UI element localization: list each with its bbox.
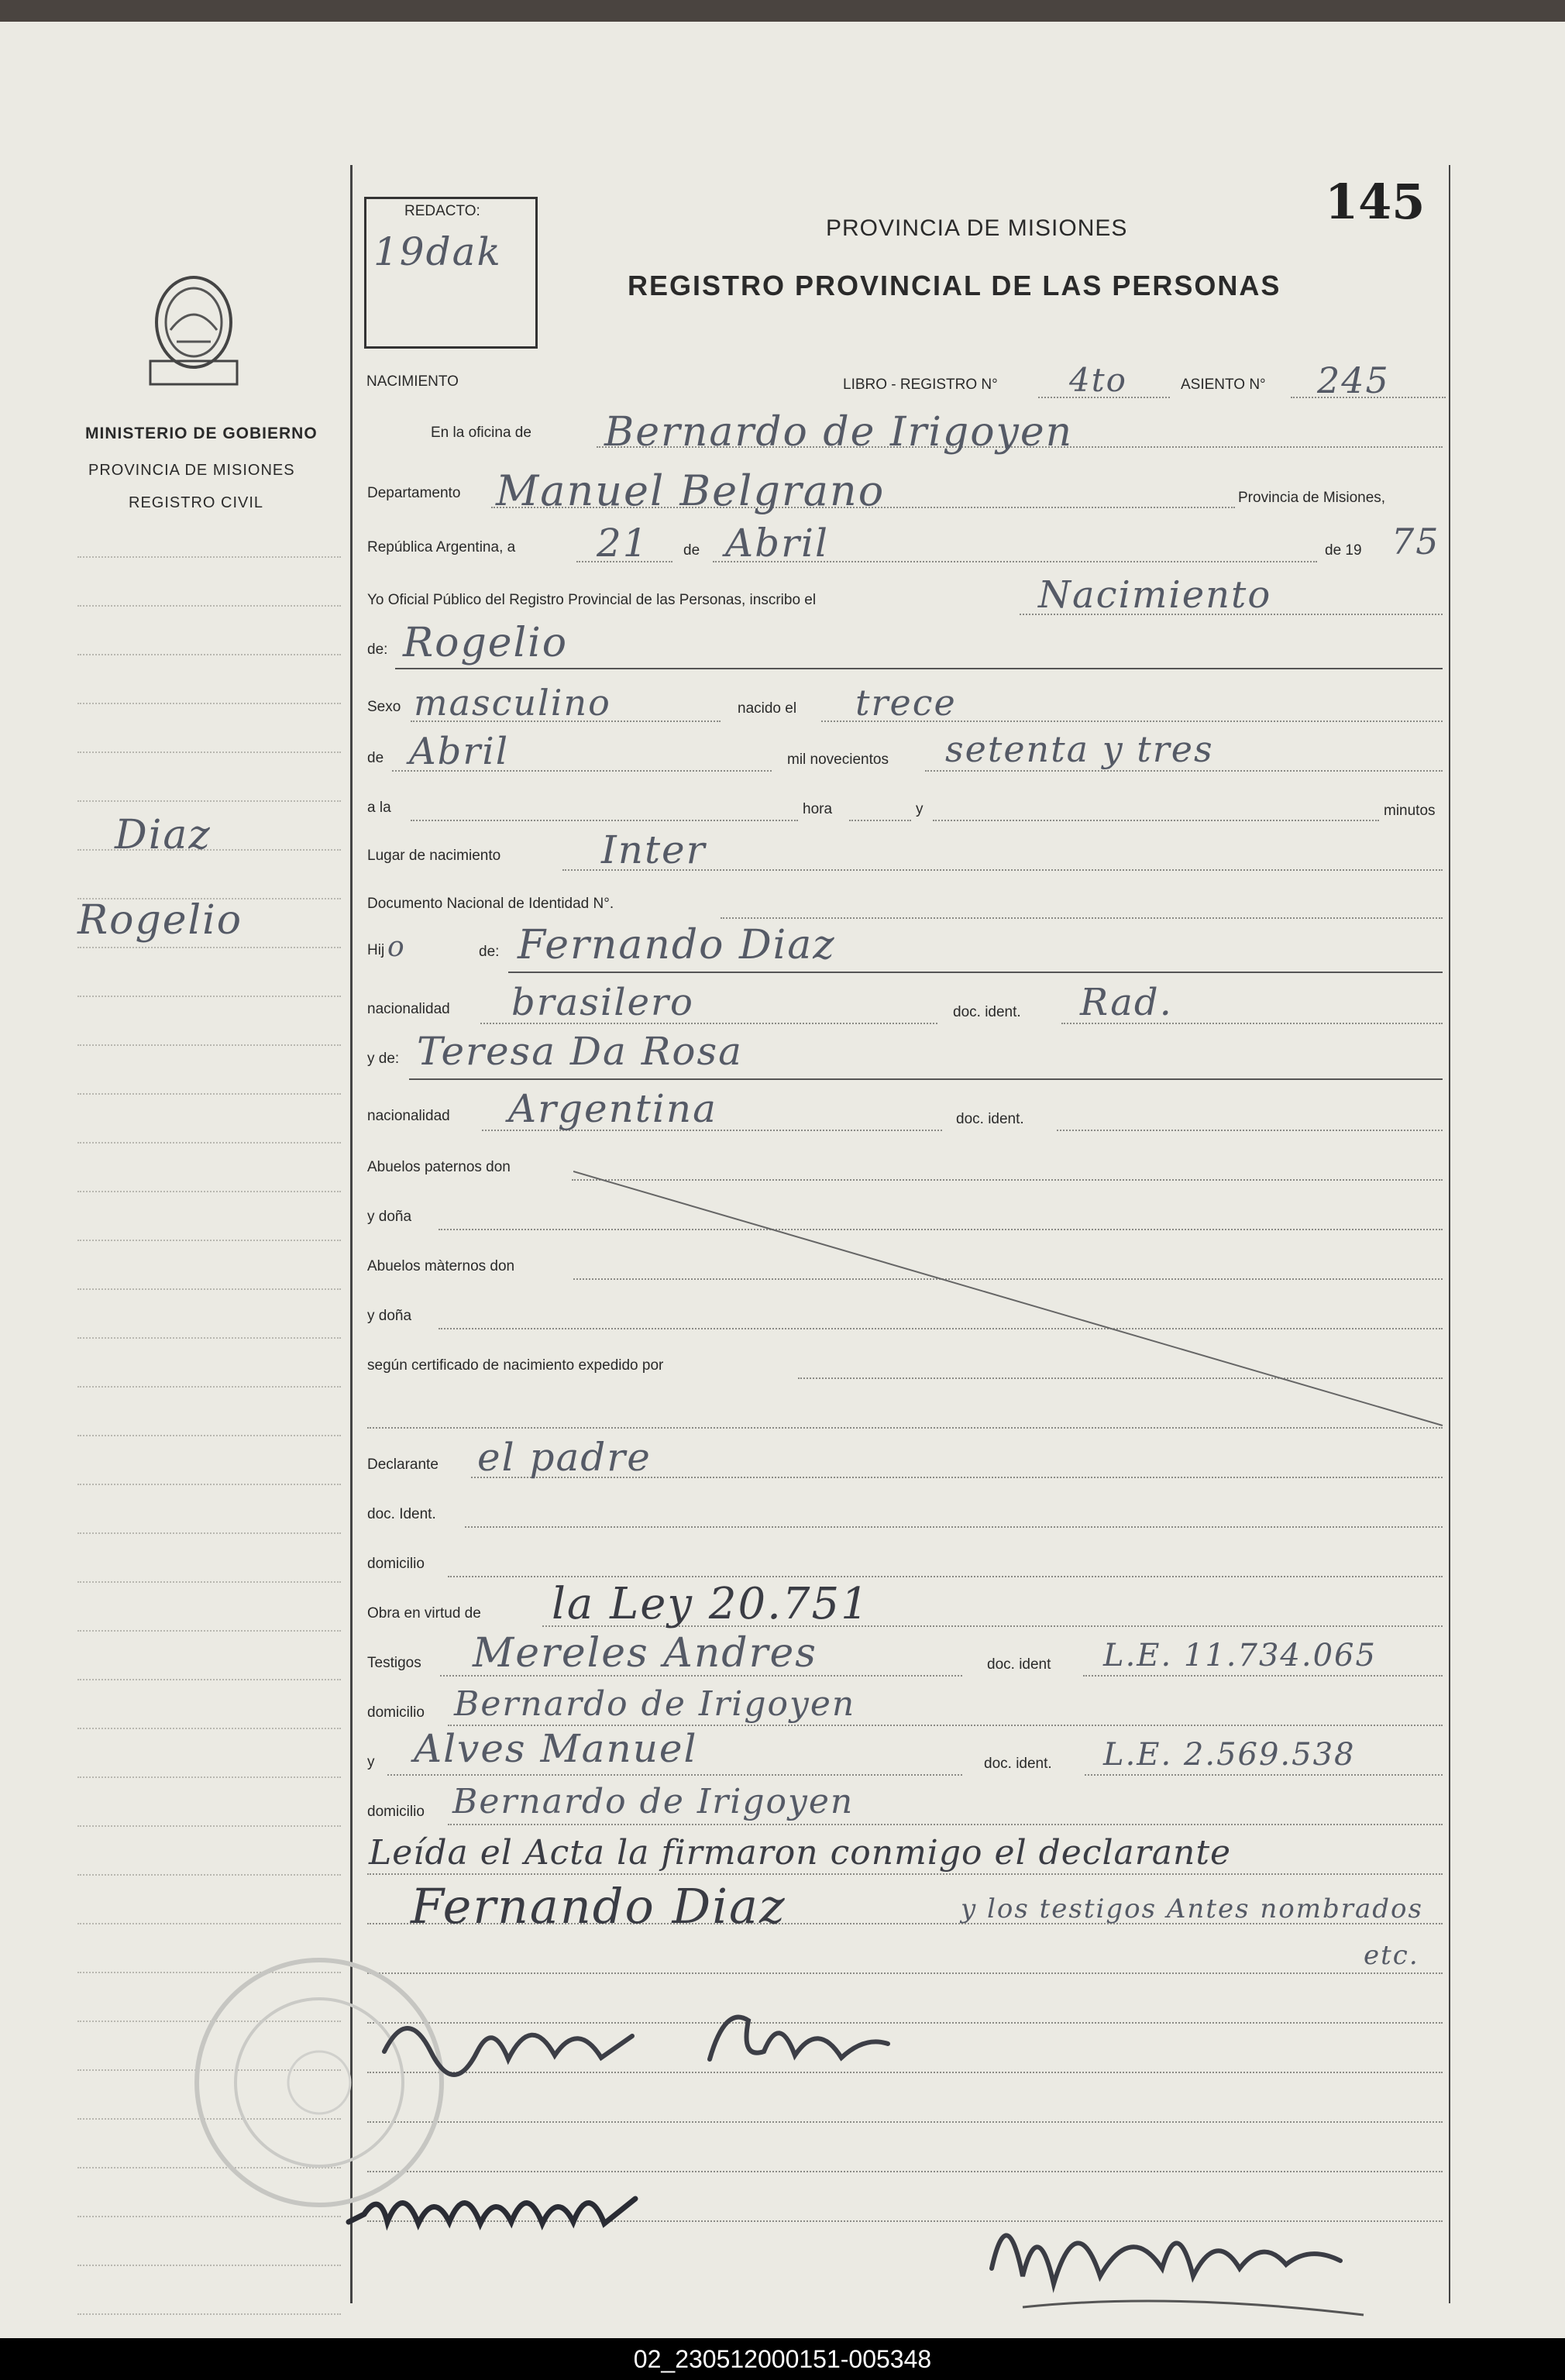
testigo2-value: Alves Manuel xyxy=(414,1726,698,1771)
margin-rule xyxy=(77,947,341,948)
minutos-dots xyxy=(933,820,1379,821)
margin-rule xyxy=(77,2313,341,2315)
doc1-label: doc. ident. xyxy=(953,1004,1021,1020)
de2-label: de: xyxy=(367,641,388,658)
margin-rule xyxy=(77,996,341,997)
margin-rule xyxy=(77,605,341,607)
domicilio2-value: Bernardo de Irigoyen xyxy=(454,1684,856,1724)
nac-mes-value: Abril xyxy=(409,730,510,773)
nacido-value: trece xyxy=(855,682,957,724)
sig-line-3 xyxy=(367,2121,1443,2123)
nac2-label: nacionalidad xyxy=(367,1108,450,1124)
libro-label: LIBRO - REGISTRO N° xyxy=(843,377,998,393)
type-label: NACIMIENTO xyxy=(366,373,459,390)
mil-label: mil novecientos xyxy=(787,751,889,768)
lugar-value: Inter xyxy=(601,827,707,872)
hora-label: hora xyxy=(803,801,833,817)
image-caption: 02_230512000151-005348 xyxy=(0,2338,1565,2380)
doc4-label: doc. ident. xyxy=(984,1756,1052,1772)
redacto-label: REDACTO: xyxy=(404,203,480,219)
redacto-value: 19dak xyxy=(373,229,502,274)
margin-rule xyxy=(77,751,341,753)
nombre-value: Rogelio xyxy=(403,620,569,666)
margin-rule xyxy=(77,1386,341,1388)
margin-rule xyxy=(77,1337,341,1339)
nac1-value: brasilero xyxy=(511,981,694,1024)
margin-rule xyxy=(77,1825,341,1827)
domicilio3-value: Bernardo de Irigoyen xyxy=(452,1782,855,1821)
document-page xyxy=(0,22,1565,2338)
domicilio1-label: domicilio xyxy=(367,1556,425,1572)
provincia-label: Provincia de Misiones, xyxy=(1238,490,1386,506)
libro-value: 4to xyxy=(1069,361,1127,399)
margin-surname: Diaz xyxy=(115,812,212,858)
margin-rule xyxy=(77,654,341,655)
ab-mat-label: Abuelos màternos don xyxy=(367,1258,515,1274)
ab-pat-label: Abuelos paternos don xyxy=(367,1159,511,1175)
nac2-value: Argentina xyxy=(508,1086,717,1131)
province-title: PROVINCIA DE MISIONES xyxy=(826,215,1128,241)
de3-label: de xyxy=(367,750,384,766)
domicilio2-label: domicilio xyxy=(367,1704,425,1721)
sexo-label: Sexo xyxy=(367,699,401,715)
strike-through-line xyxy=(573,1164,1457,1439)
etc-dots xyxy=(367,1972,1443,1974)
margin-rule xyxy=(77,1923,341,1924)
margin-rule xyxy=(77,1532,341,1534)
margin-rule xyxy=(77,1093,341,1095)
testigos-note: y los testigos Antes nombrados xyxy=(961,1893,1423,1924)
margin-rule xyxy=(77,1435,341,1436)
ministry-label: MINISTERIO DE GOBIERNO xyxy=(85,425,318,442)
declarante-value: el padre xyxy=(477,1435,652,1480)
domicilio1-dots xyxy=(448,1576,1443,1577)
dia-value: 21 xyxy=(597,521,649,566)
doc2-label: doc. ident. xyxy=(956,1111,1024,1127)
margin-rule xyxy=(77,1288,341,1290)
ydona1-label: y doña xyxy=(367,1209,412,1225)
y2-label: y xyxy=(367,1754,375,1770)
declarante-label: Declarante xyxy=(367,1457,439,1473)
name-underline xyxy=(395,668,1443,669)
margin-rule xyxy=(77,800,341,802)
leida-text: Leída el Acta la firmaron conmigo el declarante xyxy=(369,1833,1232,1873)
testigo2-dots xyxy=(387,1774,962,1776)
registry-label: REGISTRO CIVIL xyxy=(129,494,264,511)
margin-rule xyxy=(77,1240,341,1241)
obra-value: la Ley 20.751 xyxy=(552,1579,870,1629)
testigo1-value: Mereles Andres xyxy=(473,1630,817,1677)
leida-dots xyxy=(367,1873,1443,1875)
margin-rule xyxy=(77,1142,341,1144)
testigos-label: Testigos xyxy=(367,1655,421,1671)
mil-value: setenta y tres xyxy=(945,728,1214,770)
margin-given-name: Rogelio xyxy=(77,897,243,944)
firmante-signature: Fernando Diaz xyxy=(411,1878,786,1935)
margin-rule xyxy=(77,556,341,558)
hijo-suffix: o xyxy=(387,931,406,963)
yde-label: y de: xyxy=(367,1051,400,1067)
oficina-label: En la oficina de xyxy=(431,425,531,441)
doc3-label: doc. ident xyxy=(987,1656,1051,1673)
doc4-dots xyxy=(1085,1774,1443,1776)
y-label: y xyxy=(916,801,924,817)
sexo-value: masculino xyxy=(414,682,611,724)
de-label: de xyxy=(683,542,700,559)
margin-rule xyxy=(77,1679,341,1680)
margin-rule xyxy=(77,703,341,704)
etc-text: etc. xyxy=(1364,1940,1419,1971)
madre-underline xyxy=(409,1078,1443,1080)
nacido-label: nacido el xyxy=(738,700,797,717)
docident-dots xyxy=(465,1526,1443,1528)
province-seal xyxy=(139,268,248,411)
doc1-value: Rad. xyxy=(1080,981,1173,1024)
dni-label: Documento Nacional de Identidad N°. xyxy=(367,896,614,912)
obra-label: Obra en virtud de xyxy=(367,1605,481,1622)
hijo-label: Hij xyxy=(367,942,385,958)
departamento-value: Manuel Belgrano xyxy=(496,466,886,515)
margin-rule xyxy=(77,1630,341,1632)
doc2-dots xyxy=(1057,1130,1443,1131)
margin-rule xyxy=(77,1776,341,1778)
lugar-label: Lugar de nacimiento xyxy=(367,848,501,864)
mil-dots xyxy=(925,770,1443,772)
margin-rule xyxy=(77,2265,341,2266)
segun-label: según certificado de nacimiento expedido por xyxy=(367,1357,664,1374)
oficial-label: Yo Oficial Público del Registro Provincial de las Personas, inscribo el xyxy=(367,592,817,608)
republica-label: República Argentina, a xyxy=(367,539,516,555)
domicilio3-label: domicilio xyxy=(367,1804,425,1820)
departamento-label: Departamento xyxy=(367,485,461,501)
oficina-value: Bernardo de Irigoyen xyxy=(604,409,1074,456)
domicilio3-dots xyxy=(448,1824,1443,1825)
nac1-label: nacionalidad xyxy=(367,1001,450,1017)
margin-rule xyxy=(77,1191,341,1192)
docident-label: doc. Ident. xyxy=(367,1506,436,1522)
padre-underline xyxy=(508,972,1443,973)
ydona2-label: y doña xyxy=(367,1308,412,1324)
margin-rule xyxy=(77,1581,341,1583)
registry-title: REGISTRO PROVINCIAL DE LAS PERSONAS xyxy=(628,270,1281,301)
mes-value: Abril xyxy=(725,521,829,566)
witness-signature-mereles xyxy=(341,2168,666,2257)
official-signature xyxy=(976,2183,1379,2334)
asiento-value: 245 xyxy=(1317,359,1390,401)
left-province-label: PROVINCIA DE MISIONES xyxy=(88,462,295,479)
margin-rule xyxy=(77,1484,341,1485)
ala-dots xyxy=(411,820,798,821)
oficial-value: Nacimiento xyxy=(1038,573,1272,617)
margin-rule xyxy=(77,1874,341,1876)
margin-rule xyxy=(77,1044,341,1046)
hijo-de-label: de: xyxy=(479,944,500,960)
minutos-label: minutos xyxy=(1384,803,1436,819)
anio-label: de 19 xyxy=(1325,542,1362,559)
doc4-value: L.E. 2.569.538 xyxy=(1103,1737,1356,1773)
padre-value: Fernando Diaz xyxy=(518,922,836,968)
hora-dots xyxy=(849,820,911,821)
margin-rule xyxy=(77,1728,341,1729)
ala-label: a la xyxy=(367,800,391,816)
asiento-label: ASIENTO N° xyxy=(1181,377,1266,393)
dni-dots xyxy=(721,917,1443,919)
doc3-value: L.E. 11.734.065 xyxy=(1103,1638,1377,1673)
madre-value: Teresa Da Rosa xyxy=(417,1029,743,1074)
doc3-dots xyxy=(1083,1675,1443,1677)
witness-signature-alves xyxy=(377,1990,965,2094)
anio-value: 75 xyxy=(1391,521,1440,562)
page-number: 145 xyxy=(1325,174,1426,230)
